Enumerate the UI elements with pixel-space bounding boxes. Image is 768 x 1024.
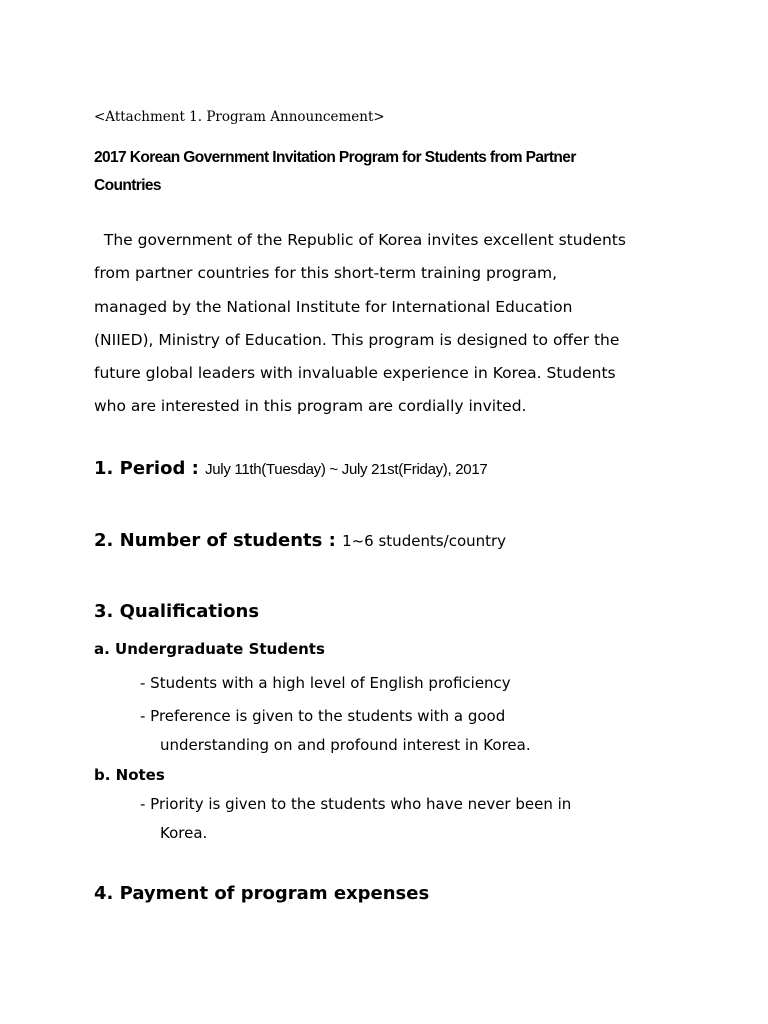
- intro-line: from partner countries for this short-term training program,: [94, 264, 558, 283]
- intro-paragraph: [94, 224, 694, 424]
- bullet-preference-cont: understanding on and profound interest in Korea.: [160, 736, 531, 754]
- intro-line: future global leaders with invaluable experience in Korea. Students: [94, 364, 616, 383]
- intro-line: managed by the National Institute for International Education: [94, 297, 573, 316]
- section-period: [94, 458, 487, 479]
- undergrad-heading: a. Undergraduate Students: [94, 640, 325, 658]
- bullet-priority-cont: Korea.: [160, 824, 208, 842]
- qualifications-heading: 3. Qualifications: [94, 601, 260, 622]
- bullet-priority: - Priority is given to the students who have never been in: [140, 795, 572, 813]
- title-line-2: Countries: [94, 177, 161, 194]
- attachment-label: <Attachment 1. Program Announcement>: [94, 109, 385, 125]
- intro-line: The government of the Republic of Korea invites excellent students: [94, 231, 626, 249]
- notes-heading: b. Notes: [94, 766, 165, 784]
- payment-heading: 4. Payment of program expenses: [94, 883, 430, 904]
- bullet-english: - Students with a high level of English proficiency: [140, 674, 511, 692]
- students-heading: 2. Number of students :: [94, 530, 343, 551]
- bullet-preference: - Preference is given to the students with a good: [140, 707, 506, 725]
- period-heading: 1. Period :: [94, 458, 206, 479]
- intro-line: who are interested in this program are cordially invited.: [94, 397, 527, 416]
- intro-line: (NIIED), Ministry of Education. This program is designed to offer the: [94, 330, 620, 349]
- title-line-1: 2017 Korean Government Invitation Program for Students from Partner: [94, 149, 576, 166]
- period-value: July 11th(Tuesday) ~ July 21st(Friday), 2017: [205, 461, 488, 478]
- document-title: [94, 144, 576, 200]
- section-students: [94, 530, 506, 551]
- students-value: 1~6 students/country: [342, 532, 507, 550]
